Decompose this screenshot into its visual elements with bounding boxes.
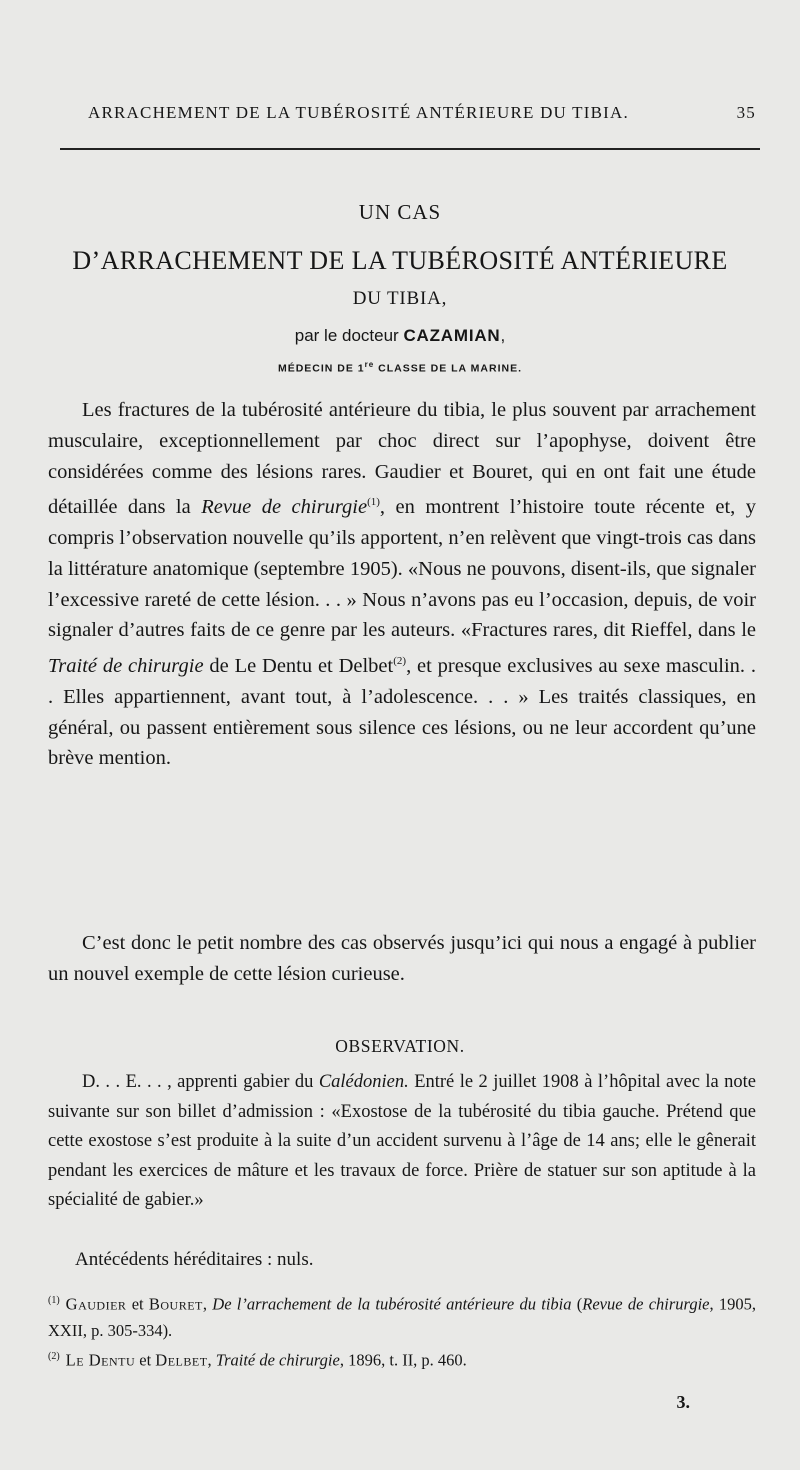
footnote-2 — [48, 1344, 756, 1374]
observation-heading: OBSERVATION. — [335, 1036, 465, 1056]
p1-book-ref: Traité de chirurgie — [48, 655, 204, 678]
footnote-2-author-2: Delbet — [155, 1350, 208, 1369]
author-suffix: , — [500, 326, 506, 345]
author-line — [0, 326, 800, 346]
footnote-2-rest: , 1896, t. II, p. 460. — [339, 1350, 467, 1369]
p3-part-b: Entré le 2 juillet 1908 à l’hôpital avec la note suivante sur son billet d’admission : «Exostose de la tubérosité du tibia gauche. Prétend que cette exostose s’est produite à la suite d’un accident survenu à l’âge de 14 ans; elle le gênerait pendant les exercices de mâture et les travaux de force. Prière de statuer sur son aptitude à la spécialité de gabier.» — [48, 1072, 756, 1210]
p3-part-a: D. . . E. . . , apprenti gabier du — [82, 1072, 319, 1092]
running-head — [88, 103, 768, 123]
body-paragraph-2 — [48, 928, 756, 990]
footnote-ref-2[interactable]: (2) — [393, 655, 407, 668]
author-name: CAZAMIAN — [403, 326, 501, 345]
affiliation-sup: re — [364, 360, 375, 369]
author-prefix: par le docteur — [294, 326, 399, 345]
paragraph-2-text: C’est donc le petit nombre des cas observés jusqu’ici qui nous a engagé à publier un nouvel exemple de cette lésion curieuse. — [48, 932, 756, 985]
article-title-line-3: DU TIBIA, — [352, 288, 448, 309]
footnote-1 — [48, 1288, 756, 1344]
footnote-1-author-2: Bouret — [148, 1294, 203, 1314]
footnote-ref-1[interactable]: (1) — [367, 496, 380, 509]
header-rule — [60, 148, 760, 150]
body-paragraph-1 — [48, 395, 756, 774]
page-number: 35 — [736, 103, 756, 122]
p1-part-c: de Le Dentu et Delbet — [203, 655, 394, 678]
author-affiliation — [0, 360, 800, 375]
footnote-2-title: Traité de chirurgie — [215, 1350, 340, 1369]
running-head-title: ARRACHEMENT DE LA TUBÉROSITÉ ANTÉRIEURE DU TIBIA. — [88, 103, 629, 122]
footnote-1-sep: , — [202, 1294, 213, 1314]
body-paragraph-4: Antécédents héréditaires : nuls. — [75, 1249, 314, 1270]
p3-ship-name: Calédonien. — [318, 1072, 409, 1092]
footnote-1-open: ( — [571, 1294, 583, 1314]
footnote-1-author-1: Gaudier — [65, 1294, 127, 1314]
article-title-line-2: D’ARRACHEMENT DE LA TUBÉROSITÉ ANTÉRIEURE — [72, 246, 728, 275]
p1-part-b: , en montrent l’histoire toute récente et, y compris l’observation nouvelle qu’ils apportent, n’en relèvent que vingt-trois cas dans la littérature anatomique (septembre 1905). «Nous ne pouvons, disent-ils, que signaler l’excessive rareté de cette lésion. . . » Nous n’avons pas eu l’occasion, depuis, de voir signaler d’autres faits de ce genre par les auteurs. «Fractures rares, dit Rieffel, dans le — [48, 496, 757, 642]
affiliation-part-b: CLASSE DE LA MARINE. — [374, 362, 523, 375]
paragraph-3-text — [48, 1068, 756, 1216]
article-title-line-1: UN CAS — [358, 200, 442, 224]
footnote-1-number: (1) — [48, 1295, 60, 1306]
footnote-1-title: De l’arrachement de la tubérosité antérieure du tibia — [212, 1294, 572, 1314]
footnote-2-sep: , — [207, 1350, 216, 1369]
footnote-2-number: (2) — [48, 1350, 60, 1362]
p1-journal-ref: Revue de chirurgie — [201, 496, 368, 519]
footnote-1-rest: , 1905, XXII, p. 305-334). — [48, 1294, 757, 1340]
footnote-2-author-1: Le Dentu — [65, 1350, 136, 1369]
p1-part-a: Les fractures de la tubérosité antérieure du tibia, le plus souvent par arrachement musculaire, exceptionnellement par choc direct sur l’apophyse, doivent être considérées comme des lésions rares. Gaudier et Bouret, qui en ont fait une étude détaillée dans la — [48, 399, 756, 519]
footnote-2-and: et — [135, 1350, 156, 1369]
p1-part-d: , et presque exclusives au sexe masculin. . . Elles appartiennent, avant tout, à l’adolescence. . . » Les traités classiques, en général, ou passent entièrement sous silence ces lésions, ou ne leur accordent qu’une brève mention. — [48, 655, 757, 770]
footnotes — [48, 1288, 756, 1373]
paragraph-1-text — [48, 395, 756, 774]
footnote-1-and: et — [126, 1294, 149, 1314]
footnote-1-journal: Revue de chirurgie — [582, 1294, 710, 1314]
affiliation-part-a: MÉDECIN DE 1 — [277, 362, 365, 375]
signature-mark: 3. — [676, 1392, 690, 1412]
body-paragraph-3 — [48, 1068, 756, 1216]
